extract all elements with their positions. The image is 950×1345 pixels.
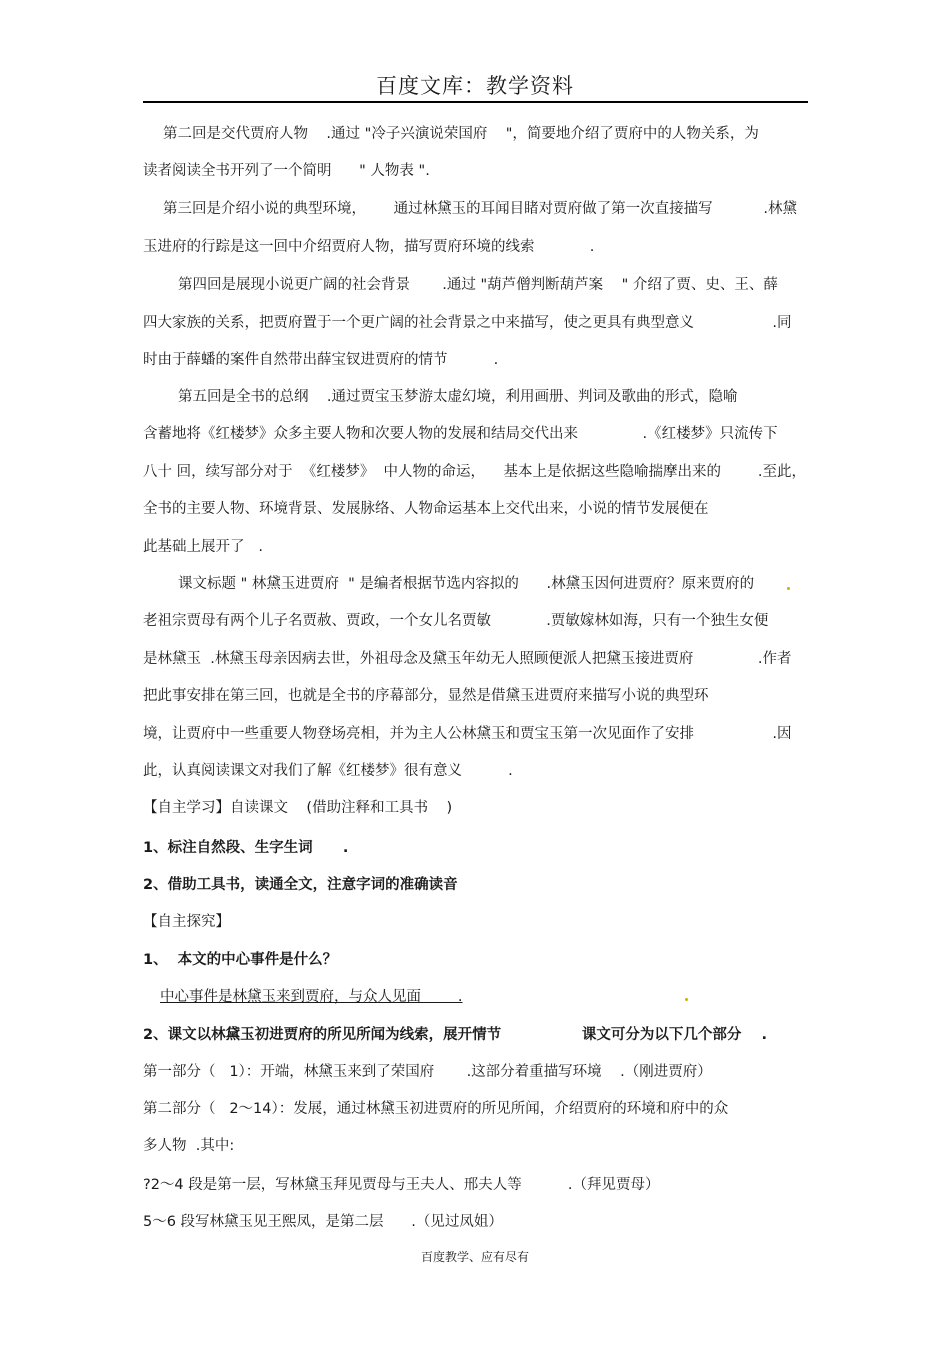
text-line: 时由于薛蟠的案件自然带出薛宝钗进贾府的情节 . xyxy=(143,352,499,368)
text-line: 老祖宗贾母有两个儿子名贾赦、贾政，一个女儿名贾敏 .贾敏嫁林如海，只有一个独生女便 xyxy=(143,613,769,629)
text-line: 四大家族的关系，把贾府置于一个更广阔的社会背景之中来描写，使之更具有典型意义 .同 xyxy=(143,315,792,331)
header-rule xyxy=(143,101,808,103)
page-header-title: 百度文库：教学资料 xyxy=(376,74,574,98)
text-line: 此基础上展开了 . xyxy=(143,539,263,555)
list-item: 1、标注自然段、生字生词 . xyxy=(143,840,349,856)
text-line: 八十 回，续写部分对于 《红楼梦》 中人物的命运， 基本上是依据这些隐喻揣摩出来的 .至此， xyxy=(143,464,806,480)
text-line: 第四回是展现小说更广阔的社会背景 .通过 "葫芦僧判断葫芦案 " 介绍了贾、史、王、薛 xyxy=(178,277,778,293)
decorative-dot xyxy=(685,998,688,1001)
text-line: 把此事安排在第三回，也就是全书的序幕部分，显然是借黛玉进贾府来描写小说的典型环 xyxy=(143,688,709,704)
list-item: 1、 本文的中心事件是什么？ xyxy=(143,952,338,968)
text-line: 境，让贾府中一些重要人物登场亮相，并为主人公林黛玉和贾宝玉第一次见面作了安排 .因 xyxy=(143,726,792,742)
text-line: 课文标题 " 林黛玉进贾府 " 是编者根据节选内容拟的 .林黛玉因何进贾府？原来贾府的 xyxy=(178,576,755,592)
text-line: 是林黛玉 .林黛玉母亲因病去世，外祖母念及黛玉年幼无人照顾便派人把黛玉接进贾府 .作者 xyxy=(143,651,792,667)
answer-line: 中心事件是林黛玉来到贾府，与众人见面 . xyxy=(160,989,463,1005)
text-line: 第二部分（ 2～14）：发展，通过林黛玉初进贾府的所见所闻，介绍贾府的环境和府中的众 xyxy=(143,1101,729,1117)
text-line: 全书的主要人物、环境背景、发展脉络、人物命运基本上交代出来，小说的情节发展便在 xyxy=(143,501,709,517)
text-line: ?2～4 段是第一层，写林黛玉拜见贾母与王夫人、邢夫人等 .（拜见贾母） xyxy=(143,1177,660,1193)
text-line: 第一部分（ 1）：开端，林黛玉来到了荣国府 .这部分着重描写环境 .（刚进贾府） xyxy=(143,1064,712,1080)
decorative-dot xyxy=(787,587,790,590)
text-line: 第五回是全书的总纲 .通过贾宝玉梦游太虚幻境，利用画册、判词及歌曲的形式，隐喻 xyxy=(178,389,738,405)
text-line: 5～6 段写林黛玉见王熙凤，是第二层 .（见过凤姐） xyxy=(143,1214,503,1230)
list-item: 2、借助工具书，读通全文，注意字词的准确读音 xyxy=(143,877,458,893)
text-line: 第三回是介绍小说的典型环境， 通过林黛玉的耳闻目睹对贾府做了第一次直接描写 .林黛 xyxy=(163,201,797,217)
text-line: 读者阅读全书开列了一个简明 " 人物表 ". xyxy=(143,163,430,179)
text-line: 含蓄地将《红楼梦》众多主要人物和次要人物的发展和结局交代出来 .《红楼梦》只流传下 xyxy=(143,426,778,442)
page-footer: 百度教学、应有尽有 xyxy=(420,1250,529,1264)
text-line: 此，认真阅读课文对我们了解《红楼梦》很有意义 . xyxy=(143,763,513,779)
text-line: 第二回是交代贾府人物 .通过 "冷子兴演说荣国府 "，简要地介绍了贾府中的人物关系，为 xyxy=(163,126,759,142)
text-line: 玉进府的行踪是这一回中介绍贾府人物，描写贾府环境的线索 . xyxy=(143,239,595,255)
section-heading: 【自主探究】 xyxy=(143,914,230,930)
section-heading: 【自主学习】自读课文 (借助注释和工具书 ) xyxy=(143,800,453,816)
text-line: 多人物 .其中: xyxy=(143,1138,235,1154)
list-item: 2、课文以林黛玉初进贾府的所见所闻为线索，展开情节 课文可分为以下几个部分 . xyxy=(143,1027,768,1043)
